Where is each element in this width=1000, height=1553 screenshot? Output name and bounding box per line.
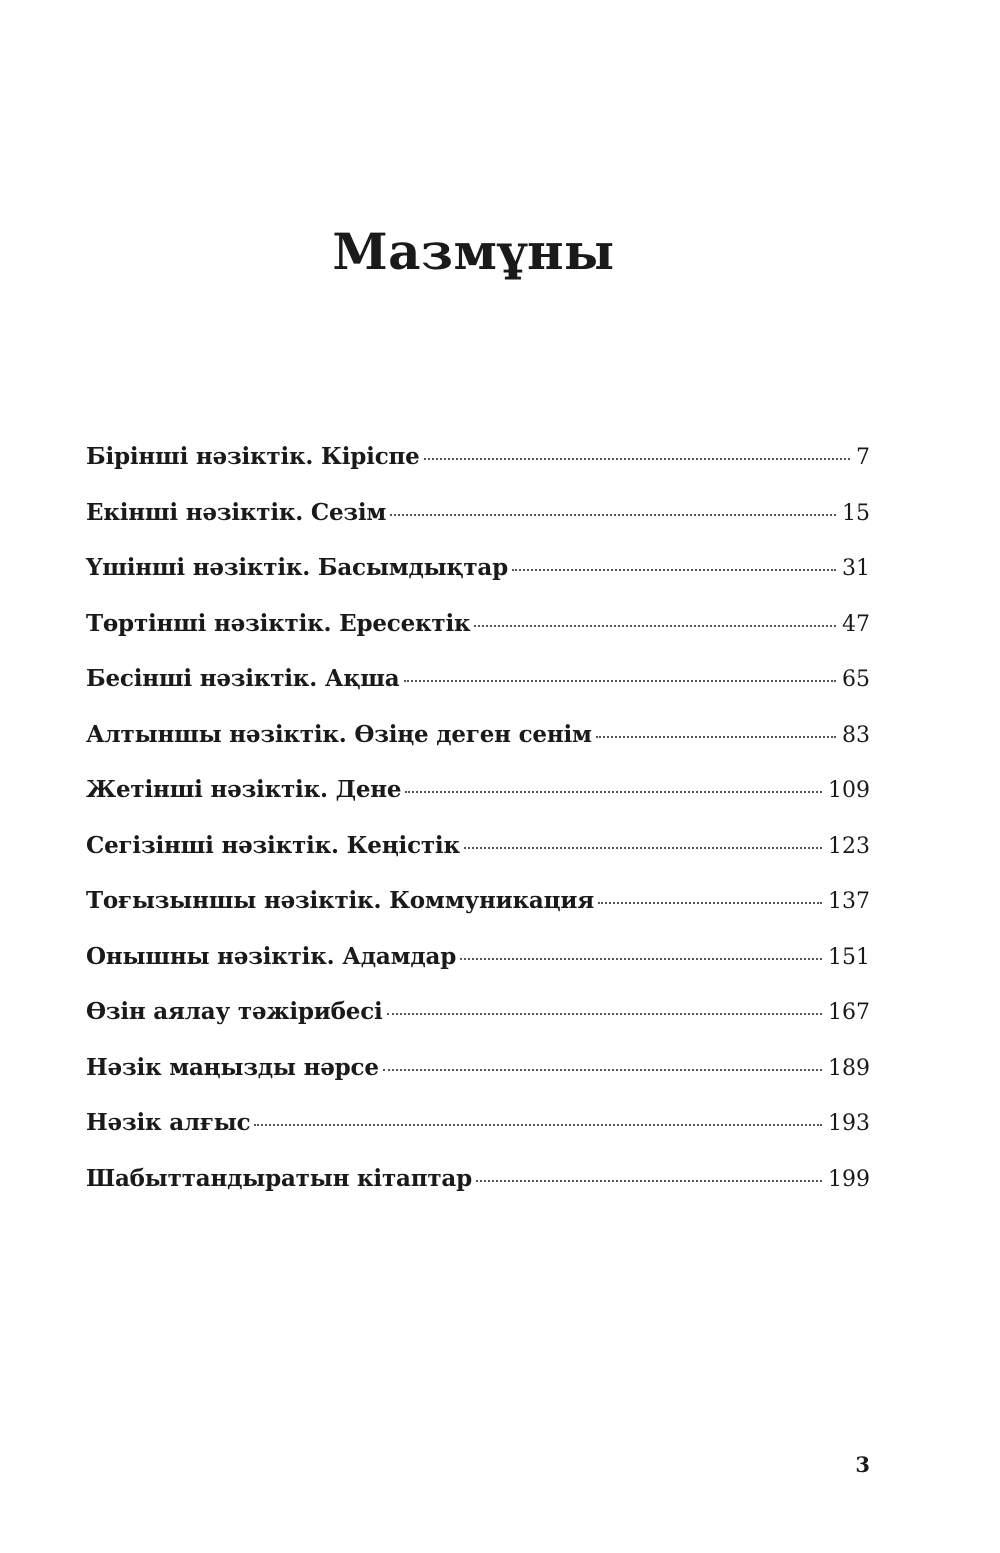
- page-title: Мазмұны: [332, 222, 615, 281]
- toc-entry-page: 167: [828, 1000, 870, 1025]
- toc-entry[interactable]: [86, 665, 870, 721]
- toc-entry[interactable]: [86, 943, 870, 999]
- toc-entry-title: Жетінші нәзіктік. Дене: [86, 776, 402, 803]
- toc-entry[interactable]: [86, 1109, 870, 1165]
- toc-entry-page: 15: [842, 500, 870, 526]
- toc-entry-page: 83: [842, 722, 870, 748]
- toc-entry[interactable]: [86, 721, 870, 777]
- dot-leader: [387, 1013, 822, 1015]
- toc-entry-title: Бірінші нәзіктік. Кіріспе: [86, 443, 420, 470]
- toc-entry[interactable]: [86, 1165, 870, 1221]
- toc-entry[interactable]: [86, 1054, 870, 1110]
- toc-entry[interactable]: [86, 443, 870, 499]
- toc-entry[interactable]: [86, 554, 870, 610]
- toc-entry-title: Екінші нәзіктік. Сезім: [86, 498, 387, 526]
- page-number: 3: [855, 1452, 870, 1477]
- toc-entry-title: Тоғызыншы нәзіктік. Коммуникация: [86, 887, 595, 914]
- dot-leader: [596, 736, 836, 738]
- dot-leader: [424, 458, 850, 460]
- dot-leader: [405, 791, 822, 793]
- dot-leader: [598, 902, 822, 904]
- dot-leader: [404, 680, 836, 682]
- toc-entry-page: 123: [828, 833, 870, 859]
- toc-entry-title: Төртінші нәзіктік. Ересектік: [86, 609, 471, 637]
- dot-leader: [512, 569, 836, 571]
- toc-entry-page: 151: [828, 944, 870, 970]
- dot-leader: [474, 625, 836, 627]
- dot-leader: [464, 847, 822, 849]
- toc-entry[interactable]: [86, 998, 870, 1054]
- toc-entry[interactable]: [86, 610, 870, 666]
- toc-entry-title: Нәзік алғыс: [86, 1109, 251, 1136]
- toc-entry-page: 31: [842, 556, 870, 581]
- toc-entry[interactable]: [86, 499, 870, 555]
- toc-entry-title: Өзін аялау тәжірибесі: [86, 998, 383, 1025]
- dot-leader: [254, 1124, 822, 1126]
- dot-leader: [460, 958, 822, 960]
- toc-entry-title: Алтыншы нәзіктік. Өзіңе деген сенім: [86, 720, 592, 748]
- toc-entry-title: Нәзік маңызды нәрсе: [86, 1053, 379, 1081]
- toc-entry[interactable]: [86, 832, 870, 888]
- toc-entry-page: 109: [828, 778, 870, 803]
- toc-entry[interactable]: [86, 776, 870, 832]
- toc-entry-title: Сегізінші нәзіктік. Кеңістік: [86, 831, 460, 859]
- toc-entry-page: 137: [828, 889, 870, 914]
- table-of-contents: [86, 443, 870, 1220]
- dot-leader: [390, 514, 836, 516]
- dot-leader: [476, 1180, 822, 1182]
- toc-entry-title: Онышны нәзіктік. Адамдар: [86, 942, 457, 970]
- dot-leader: [383, 1069, 822, 1071]
- toc-entry-page: 65: [842, 667, 870, 692]
- toc-entry-page: 199: [828, 1166, 870, 1192]
- toc-entry-title: Шабыттандыратын кітаптар: [86, 1164, 472, 1192]
- toc-entry-page: 193: [828, 1111, 870, 1136]
- toc-entry-title: Үшінші нәзіктік. Басымдықтар: [86, 554, 509, 581]
- toc-entry-title: Бесінші нәзіктік. Ақша: [86, 665, 400, 692]
- toc-entry-page: 7: [856, 445, 870, 470]
- toc-entry-page: 47: [842, 611, 870, 637]
- toc-entry[interactable]: [86, 887, 870, 943]
- toc-entry-page: 189: [828, 1055, 870, 1081]
